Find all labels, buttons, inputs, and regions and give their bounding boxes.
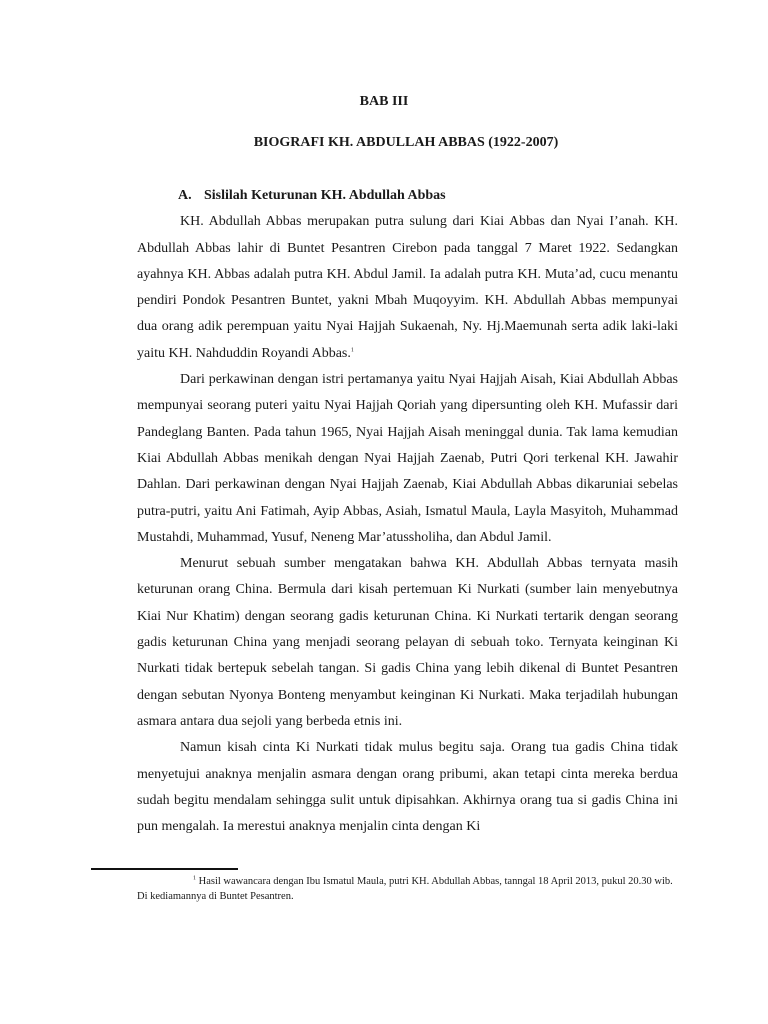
section-letter: A. — [178, 188, 192, 203]
chapter-title: BIOGRAFI KH. ABDULLAH ABBAS (1922-2007) — [253, 135, 559, 150]
section-heading — [178, 183, 678, 209]
footnote-text: Hasil wawancara dengan Ibu Ismatul Maula, putri KH. Abdullah Abbas, tanngal 18 April 2013, pukul 20.30 wib. Di kediamannya di Buntet Pesantren. — [137, 876, 673, 902]
body-text — [137, 183, 678, 840]
paragraph: Namun kisah cinta Ki Nurkati tidak mulus begitu saja. Orang tua gadis China tidak menyetujui anaknya menjalin asmara dengan orang pribumi, akan tetapi cinta mereka berdua sudah begitu mendalam sehingga sulit untuk dipisahkan. Akhirnya orang tua si gadis China ini pun mengalah. Ia merestui anaknya menjalin cinta dengan Ki — [137, 740, 678, 835]
paragraph-text: KH. Abdullah Abbas merupakan putra sulung dari Kiai Abbas dan Nyai I’anah. KH. Abdullah Abbas lahir di Buntet Pesantren Cirebon pada tanggal 7 Maret 1922. Sedangkan ayahnya KH. Abbas adalah putra KH. Abdul Jamil. Ia adalah putra KH. Muta’ad, cucu menantu pendiri Pondok Pesantren Buntet, yakni Mbah Muqoyyim. KH. Abdullah Abbas mempunyai dua orang adik perempuan yaitu Nyai Hajjah Sukaenah, Ny. Hj.Maemunah serta adik laki-laki yaitu KH. Nahduddin Royandi Abbas. — [137, 214, 678, 361]
footnote-number: 1 — [193, 875, 196, 882]
paragraph — [137, 209, 678, 367]
footnote-reference[interactable]: 1 — [350, 347, 354, 354]
paragraph: Dari perkawinan dengan istri pertamanya yaitu Nyai Hajjah Aisah, Kiai Abdullah Abbas mempunyai seorang puteri yaitu Nyai Hajjah Qoriah yang dipersunting oleh KH. Mufassir dari Pandeglang Banten. Pada tahun 1965, Nyai Hajjah Aisah meninggal dunia. Tak lama kemudian Kiai Abdullah Abbas menikah dengan Nyai Hajjah Zaenab, Putri Qori terkenal KH. Jawahir Dahlan. Dari perkawinan dengan Nyai Hajjah Zaenab, Kiai Abdullah Abbas dikaruniai sebelas putra-putri, yaitu Ani Fatimah, Ayip Abbas, Asiah, Ismatul Maula, Layla Masyitoh, Muhammad Mustahdi, Muhammad, Yusuf, Neneng Mar’atussholiha, dan Abdul Jamil. — [137, 372, 678, 545]
paragraph: Menurut sebuah sumber mengatakan bahwa KH. Abdullah Abbas ternyata masih keturunan orang China. Bermula dari kisah pertemuan Ki Nurkati (sumber lain menyebutnya Kiai Nur Khatim) dengan seorang gadis keturunan China. Ki Nurkati tertarik dengan seorang gadis keturunan China yang menjadi seorang pelayan di sebuah toko. Ternyata keinginan Ki Nurkati tidak bertepuk sebelah tangan. Si gadis China yang lebih dikenal di Buntet Pesantren dengan sebutan Nyonya Bonteng menyambut keinginan Ki Nurkati. Maka terjadilah hubungan asmara antara dua sejoli yang berbeda etnis ini. — [137, 556, 678, 729]
chapter-heading: BAB III — [359, 94, 409, 109]
section-heading-text: Sislilah Keturunan KH. Abdullah Abbas — [204, 188, 446, 203]
footnote-divider — [91, 868, 238, 870]
footnote — [137, 874, 680, 904]
